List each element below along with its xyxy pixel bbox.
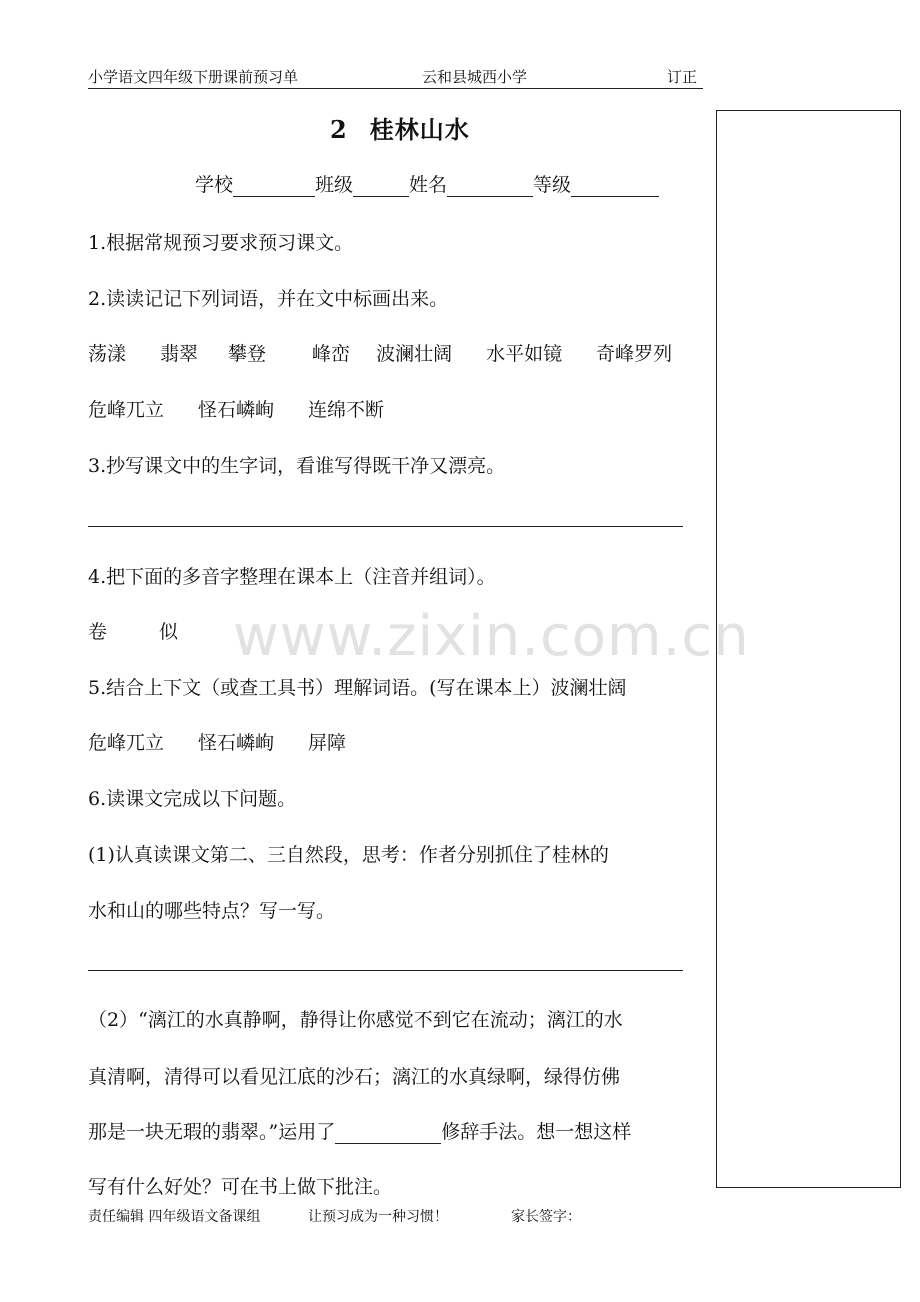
word: 危峰兀立: [88, 399, 165, 421]
word-list-2: [88, 395, 384, 422]
school-blank[interactable]: [233, 176, 315, 197]
word: 荡漾: [88, 343, 127, 365]
rhetoric-blank[interactable]: [335, 1123, 441, 1144]
word: 怪石嶙峋: [198, 732, 275, 754]
word: 波澜壮阔: [376, 343, 453, 365]
header-divider: [88, 88, 703, 89]
name-blank[interactable]: [447, 176, 533, 197]
class-label: 班级: [315, 174, 354, 196]
word: 奇峰罗列: [596, 343, 673, 365]
question-6: 6.读课文完成以下问题。: [88, 788, 297, 810]
word: 连绵不断: [308, 399, 385, 421]
word: 攀登: [228, 343, 267, 365]
question-6-2-line2: 真清啊，清得可以看见江底的沙石；漓江的水真绿啊，绿得仿佛: [88, 1066, 621, 1088]
answer-line-3[interactable]: [88, 526, 683, 527]
polyphone-list: [88, 617, 178, 644]
info-fields: [195, 170, 659, 197]
question-4: 4.把下面的多音字整理在课本上（注音并组词）。: [88, 566, 496, 588]
word: 峰峦: [312, 343, 351, 365]
school-label: 学校: [195, 174, 234, 196]
question-6-2-pre: 那是一块无瑕的翡翠。”运用了: [88, 1121, 336, 1143]
polyphone-char: 似: [159, 621, 179, 643]
polyphone-char: 卷: [88, 621, 108, 643]
question-5: 5.结合上下文（或查工具书）理解词语。(写在课本上）波澜壮阔: [88, 677, 627, 699]
lesson-title: 桂林山水: [369, 115, 470, 144]
grade-blank[interactable]: [571, 176, 659, 197]
question-6-2-line4: 写有什么好处？可在书上做下批注。: [88, 1176, 393, 1198]
footer-editor: 责任编辑 四年级语文备课组: [88, 1209, 261, 1225]
word: 危峰兀立: [88, 732, 165, 754]
lesson-number: 2: [330, 115, 348, 144]
word: 翡翠: [160, 343, 199, 365]
question-1: 1.根据常规预习要求预习课文。: [88, 232, 354, 254]
word: 怪石嶙峋: [198, 399, 275, 421]
header-left: 小学语文四年级下册课前预习单: [88, 68, 299, 86]
question-6-1-line1: (1)认真读课文第二、三自然段，思考：作者分别抓住了桂林的: [88, 844, 609, 866]
header-right: 订正: [667, 68, 698, 86]
word: 屏障: [308, 732, 347, 754]
name-label: 姓名: [409, 174, 448, 196]
question-6-2-post: 修辞手法。想一想这样: [441, 1121, 632, 1143]
page-title: [330, 110, 470, 145]
question-2: 2.读读记记下列词语，并在文中标画出来。: [88, 288, 449, 310]
header-center: 云和县城西小学: [422, 68, 528, 86]
word-list-3: [88, 728, 346, 755]
question-3: 3.抄写课文中的生字词，看谁写得既干净又漂亮。: [88, 455, 506, 477]
word: 水平如镜: [486, 343, 563, 365]
grade-label: 等级: [533, 174, 572, 196]
footer-slogan: 让预习成为一种习惯！: [308, 1209, 448, 1225]
question-6-2-line3: [88, 1117, 631, 1144]
word-list-1: [88, 339, 672, 366]
watermark: www.zixin.com.cn: [233, 604, 750, 669]
class-blank[interactable]: [353, 176, 409, 197]
question-6-2-line1: （2）“漓江的水真静啊，静得让你感觉不到它在流动；漓江的水: [88, 1009, 623, 1031]
footer-parent-signature: 家长签字：: [511, 1209, 581, 1225]
question-6-1-line2: 水和山的哪些特点？写一写。: [88, 900, 336, 922]
answer-line-6-1[interactable]: [88, 970, 683, 971]
